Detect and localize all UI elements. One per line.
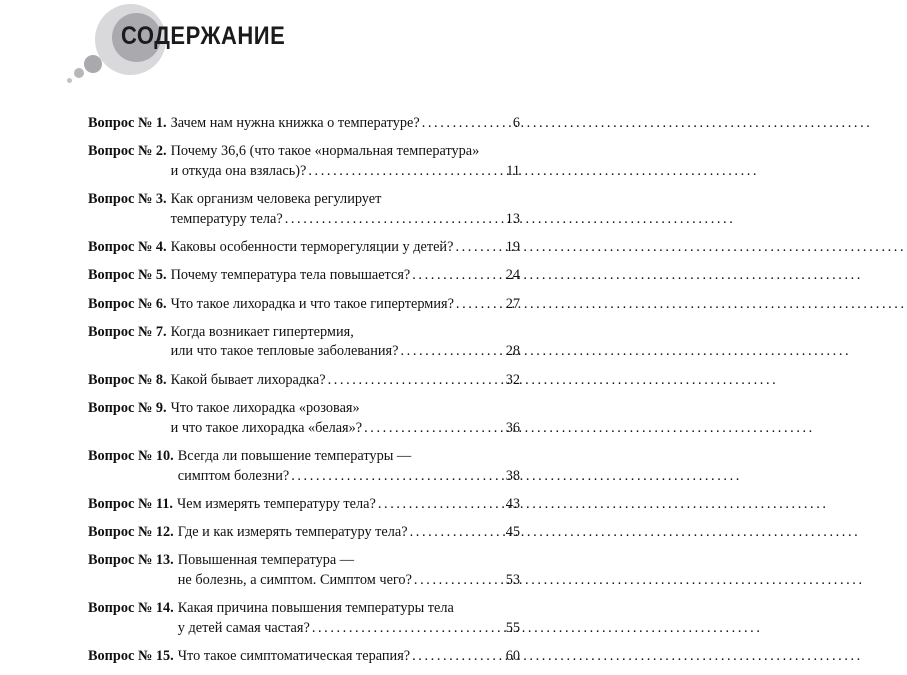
toc-entry-continuation-line [88, 619, 520, 639]
toc-entry-title: Как организм человека регулирует [170, 191, 382, 208]
decorative-dot-medium-icon [74, 68, 84, 78]
toc-entry-first-line [88, 295, 520, 315]
toc-entry-continuation-line [88, 467, 520, 487]
toc-entry-page-number: 45 [505, 524, 520, 540]
toc-entry-page-number: 13 [505, 210, 520, 227]
toc-entry-title: Почему 36,6 (что такое «нормальная температура» [170, 143, 480, 160]
toc-entry-title: Когда возникает гипертермия, [170, 323, 354, 340]
toc-entry-continuation-line [88, 162, 520, 182]
toc-entry-page-number: 43 [505, 495, 520, 512]
toc-entry[interactable] [88, 190, 520, 229]
toc-entry-label: Вопрос № 9. [88, 399, 167, 416]
toc-dot-leader [412, 571, 498, 591]
toc-entry-first-line [88, 399, 520, 419]
toc-entry-title: Всегда ли повышение температуры — [177, 447, 412, 464]
toc-entry-label: Вопрос № 1. [88, 115, 167, 131]
toc-entry[interactable] [88, 238, 520, 258]
toc-entry-page-number: 53 [505, 571, 520, 588]
toc-entry-title: Что такое симптоматическая терапия? [177, 648, 411, 665]
toc-entry-label: Вопрос № 10. [88, 447, 174, 464]
toc-entry-page-number: 19 [505, 239, 520, 256]
toc-entry-first-line [88, 142, 520, 162]
toc-entry-continuation-line [88, 210, 520, 230]
toc-entry-title: Чем измерять температуру тела? [176, 495, 376, 512]
toc-entry-title: Какой бывает лихорадка? [170, 371, 326, 388]
toc-entry-first-line [88, 323, 520, 343]
toc-entry-label: Вопрос № 5. [88, 267, 167, 284]
toc-entry[interactable] [88, 142, 520, 181]
toc-entry-page-number: 6 [512, 115, 520, 131]
toc-entry-title: и что такое лихорадка «белая»? [170, 419, 363, 436]
toc-entry-label: Вопрос № 6. [88, 295, 167, 312]
toc-dot-leader [289, 467, 498, 487]
toc-entry-title: симптом болезни? [177, 467, 290, 484]
toc-entry-continuation-line [88, 571, 520, 591]
toc-dot-leader [408, 523, 498, 543]
table-of-contents [88, 114, 520, 675]
toc-entry[interactable] [88, 551, 520, 590]
toc-entry[interactable] [88, 323, 520, 362]
toc-dot-leader [283, 210, 498, 230]
toc-entry[interactable] [88, 447, 520, 486]
toc-entry-title: Какая причина повышения температуры тела [177, 600, 454, 617]
page-title: СОДЕРЖАНИЕ [121, 22, 286, 50]
toc-entry-page-number: 36 [505, 419, 520, 436]
toc-entry-title: Что такое лихорадка и что такое гипертермия? [170, 295, 454, 312]
toc-entry-label: Вопрос № 8. [88, 371, 167, 388]
toc-entry-continuation-line [88, 342, 520, 362]
toc-entry-title: Что такое лихорадка «розовая» [170, 399, 360, 416]
toc-dot-leader [420, 114, 498, 134]
toc-entry-title: и откуда она взялась)? [170, 162, 307, 179]
toc-dot-leader [454, 295, 498, 315]
toc-entry-page-number: 32 [505, 371, 520, 388]
toc-entry-first-line [88, 371, 520, 391]
toc-dot-leader [410, 266, 498, 286]
toc-entry-title: Почему температура тела повышается? [170, 267, 411, 284]
decorative-dot-large-icon [84, 55, 102, 73]
toc-entry-title: не болезнь, а симптом. Симптом чего? [177, 571, 412, 588]
toc-entry-label: Вопрос № 7. [88, 323, 167, 340]
toc-entry-page-number: 55 [505, 619, 520, 636]
toc-entry-page-number: 11 [506, 162, 520, 179]
toc-dot-leader [326, 371, 498, 391]
toc-entry-title: у детей самая частая? [177, 619, 310, 636]
toc-dot-leader [410, 647, 498, 667]
decorative-dot-small-icon [67, 78, 72, 83]
toc-entry-label: Вопрос № 14. [88, 600, 174, 617]
toc-entry-label: Вопрос № 13. [88, 552, 174, 569]
toc-entry-label: Вопрос № 3. [88, 191, 167, 208]
toc-entry[interactable] [88, 371, 520, 391]
toc-entry-page-number: 24 [505, 267, 520, 284]
toc-entry-page-number: 60 [505, 648, 520, 665]
toc-entry[interactable] [88, 647, 520, 667]
toc-entry-first-line [88, 190, 520, 210]
page-header [0, 0, 600, 100]
toc-dot-leader [310, 619, 498, 639]
toc-entry-first-line [88, 114, 520, 134]
toc-entry-label: Вопрос № 4. [88, 239, 167, 256]
toc-entry[interactable] [88, 399, 520, 438]
toc-entry-first-line [88, 447, 520, 467]
toc-entry-page-number: 28 [505, 343, 520, 360]
toc-entry-continuation-line [88, 419, 520, 439]
toc-entry-first-line [88, 647, 520, 667]
toc-entry[interactable] [88, 523, 520, 543]
toc-entry[interactable] [88, 599, 520, 638]
toc-entry-page-number: 27 [505, 295, 520, 312]
toc-entry-first-line [88, 599, 520, 619]
toc-entry-first-line [88, 551, 520, 571]
toc-entry-title: или что такое тепловые заболевания? [170, 343, 399, 360]
toc-entry[interactable] [88, 114, 520, 134]
toc-entry-label: Вопрос № 12. [88, 524, 174, 540]
toc-dot-leader [306, 162, 498, 182]
toc-entry-title: Повышенная температура — [177, 552, 355, 569]
toc-entry-first-line [88, 523, 520, 543]
toc-entry-label: Вопрос № 11. [88, 495, 173, 512]
toc-entry-title: температуру тела? [170, 210, 283, 227]
toc-entry-label: Вопрос № 15. [88, 648, 174, 665]
toc-entry-first-line [88, 495, 520, 515]
toc-entry[interactable] [88, 495, 520, 515]
toc-entry-page-number: 38 [505, 467, 520, 484]
toc-dot-leader [398, 342, 498, 362]
toc-entry-first-line [88, 266, 520, 286]
toc-dot-leader [362, 419, 498, 439]
toc-entry-label: Вопрос № 2. [88, 143, 167, 160]
toc-dot-leader [453, 238, 498, 258]
toc-dot-leader [376, 495, 498, 515]
toc-entry-title: Каковы особенности терморегуляции у детей? [170, 239, 454, 256]
toc-entry-title: Где и как измерять температуру тела? [177, 524, 408, 540]
toc-entry-title: Зачем нам нужна книжка о температуре? [170, 115, 420, 131]
toc-entry[interactable] [88, 266, 520, 286]
toc-entry[interactable] [88, 295, 520, 315]
toc-entry-first-line [88, 238, 520, 258]
